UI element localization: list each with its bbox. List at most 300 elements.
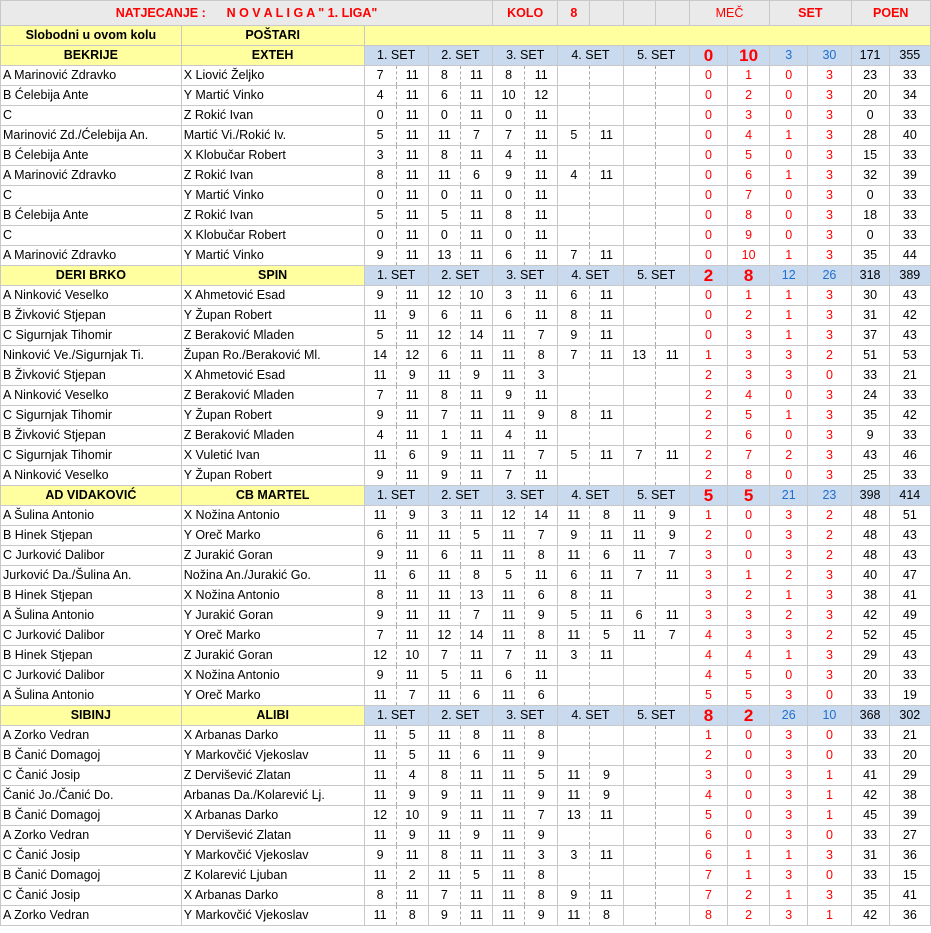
set-score-home: 11 <box>364 446 396 466</box>
set-score-home: 7 <box>493 646 525 666</box>
poen-home: 42 <box>851 606 889 626</box>
game-row <box>1 546 931 566</box>
set-score-home: 6 <box>493 306 525 326</box>
set-away: 2 <box>808 346 851 366</box>
poen-home: 52 <box>851 626 889 646</box>
away-player: Y Župan Robert <box>181 466 364 486</box>
set-score-home: 9 <box>364 406 396 426</box>
set-score-home: 11 <box>428 586 460 606</box>
set-score-home: 4 <box>364 86 396 106</box>
set-score-away: 11 <box>460 546 492 566</box>
set-score-away: 12 <box>396 346 428 366</box>
set-score-away: 11 <box>525 186 558 206</box>
set-home: 0 <box>770 66 808 86</box>
set-score-home <box>623 206 655 226</box>
set-column-label: 4. SET <box>558 486 623 506</box>
set-score-away: 11 <box>460 466 492 486</box>
away-player: Župan Ro./Beraković Ml. <box>181 346 364 366</box>
mec-home-total: 5 <box>689 486 727 506</box>
mec-away: 6 <box>728 426 770 446</box>
home-player: C Čanić Josip <box>1 886 182 906</box>
set-score-home <box>623 386 655 406</box>
set-score-away: 11 <box>590 346 623 366</box>
poen-away: 27 <box>889 826 930 846</box>
set-away-total: 26 <box>808 266 851 286</box>
set-score-away: 11 <box>590 246 623 266</box>
set-score-home <box>623 826 655 846</box>
mec-home: 0 <box>689 186 727 206</box>
set-score-home: 6 <box>493 246 525 266</box>
mec-away: 2 <box>728 906 770 926</box>
set-score-away <box>655 886 689 906</box>
set-score-away <box>655 806 689 826</box>
set-score-away: 3 <box>525 366 558 386</box>
poen-home: 37 <box>851 326 889 346</box>
set-score-home: 11 <box>493 806 525 826</box>
set-column-label: 2. SET <box>428 266 492 286</box>
set-score-away: 11 <box>590 566 623 586</box>
set-score-home: 12 <box>428 326 460 346</box>
home-player: A Zorko Vedran <box>1 906 182 926</box>
game-row <box>1 226 931 246</box>
set-score-away: 6 <box>460 686 492 706</box>
set-score-home: 11 <box>493 826 525 846</box>
set-score-home: 12 <box>364 806 396 826</box>
poen-home: 25 <box>851 466 889 486</box>
home-player: B Hinek Stjepan <box>1 526 182 546</box>
home-player: A Šulina Antonio <box>1 686 182 706</box>
set-score-home: 7 <box>623 566 655 586</box>
poen-away: 34 <box>889 86 930 106</box>
poen-away: 33 <box>889 66 930 86</box>
poen-away: 33 <box>889 426 930 446</box>
set-column-label: 3. SET <box>493 706 558 726</box>
set-score-away <box>590 146 623 166</box>
set-score-home <box>623 126 655 146</box>
set-score-away <box>655 66 689 86</box>
poen-away-total: 389 <box>889 266 930 286</box>
set-score-away: 8 <box>590 506 623 526</box>
set-score-away: 6 <box>396 566 428 586</box>
set-home: 3 <box>770 906 808 926</box>
poen-home: 45 <box>851 806 889 826</box>
home-team: AD VIDAKOVIĆ <box>1 486 182 506</box>
set-home: 3 <box>770 506 808 526</box>
poen-home: 0 <box>851 226 889 246</box>
set-score-away: 11 <box>590 406 623 426</box>
game-row <box>1 406 931 426</box>
set-score-away <box>590 426 623 446</box>
set-home: 1 <box>770 126 808 146</box>
poen-home: 51 <box>851 346 889 366</box>
mec-home: 4 <box>689 786 727 806</box>
set-score-home: 0 <box>364 226 396 246</box>
set-score-home <box>623 906 655 926</box>
set-score-home: 3 <box>364 146 396 166</box>
poen-away: 36 <box>889 846 930 866</box>
set-score-away <box>655 286 689 306</box>
set-away: 3 <box>808 166 851 186</box>
set-score-away: 7 <box>525 526 558 546</box>
set-away: 3 <box>808 86 851 106</box>
away-player: Z Beraković Mladen <box>181 326 364 346</box>
poen-home-total: 318 <box>851 266 889 286</box>
poen-home: 0 <box>851 106 889 126</box>
mec-away: 7 <box>728 446 770 466</box>
home-player: Marinović Zd./Ćelebija An. <box>1 126 182 146</box>
poen-home: 40 <box>851 566 889 586</box>
away-player: Y Martić Vinko <box>181 246 364 266</box>
set-score-home <box>623 646 655 666</box>
mec-away: 0 <box>728 766 770 786</box>
set-score-home <box>623 226 655 246</box>
set-score-away <box>590 106 623 126</box>
game-row <box>1 886 931 906</box>
set-score-away: 9 <box>460 826 492 846</box>
mec-away: 5 <box>728 146 770 166</box>
set-away: 0 <box>808 826 851 846</box>
set-score-away: 6 <box>460 746 492 766</box>
set-away: 3 <box>808 466 851 486</box>
set-score-away: 11 <box>396 286 428 306</box>
set-score-home: 5 <box>364 126 396 146</box>
set-score-away: 11 <box>396 86 428 106</box>
set-column-label: 5. SET <box>623 266 689 286</box>
set-column-label: 1. SET <box>364 266 428 286</box>
set-score-away: 11 <box>460 846 492 866</box>
set-score-home: 9 <box>428 806 460 826</box>
away-player: X Klobučar Robert <box>181 146 364 166</box>
mec-home: 8 <box>689 906 727 926</box>
game-row <box>1 246 931 266</box>
set-score-away <box>655 866 689 886</box>
away-player: Z Rokić Ivan <box>181 206 364 226</box>
set-score-away: 11 <box>590 326 623 346</box>
set-score-away: 11 <box>655 606 689 626</box>
set-away-total: 30 <box>808 46 851 66</box>
set-home: 0 <box>770 666 808 686</box>
game-row <box>1 106 931 126</box>
poen-away: 44 <box>889 246 930 266</box>
set-score-home: 12 <box>428 626 460 646</box>
away-player: X Liović Željko <box>181 66 364 86</box>
set-score-away: 11 <box>525 466 558 486</box>
set-score-away: 4 <box>396 766 428 786</box>
home-player: C Jurković Dalibor <box>1 546 182 566</box>
set-home: 1 <box>770 166 808 186</box>
away-player: X Ahmetović Esad <box>181 366 364 386</box>
set-score-home: 11 <box>428 366 460 386</box>
mec-away: 0 <box>728 786 770 806</box>
away-player: X Nožina Antonio <box>181 586 364 606</box>
set-column-label: 1. SET <box>364 486 428 506</box>
set-home: 2 <box>770 606 808 626</box>
set-column-label: 5. SET <box>623 46 689 66</box>
set-home: 3 <box>770 726 808 746</box>
game-row <box>1 206 931 226</box>
game-row <box>1 726 931 746</box>
set-score-away: 2 <box>396 866 428 886</box>
set-score-away: 11 <box>396 546 428 566</box>
poen-home: 33 <box>851 746 889 766</box>
match-header-row <box>1 46 931 66</box>
game-row <box>1 746 931 766</box>
set-home: 3 <box>770 806 808 826</box>
set-score-home <box>623 306 655 326</box>
set-score-home: 12 <box>428 286 460 306</box>
home-player: Čanić Jo./Čanić Do. <box>1 786 182 806</box>
set-score-away: 11 <box>525 246 558 266</box>
set-score-away: 9 <box>525 606 558 626</box>
set-score-home: 3 <box>558 646 590 666</box>
set-score-away <box>655 386 689 406</box>
set-score-home: 11 <box>493 906 525 926</box>
set-home: 3 <box>770 786 808 806</box>
away-player: Y Oreč Marko <box>181 626 364 646</box>
set-column-label: 2. SET <box>428 486 492 506</box>
set-column-label: 4. SET <box>558 706 623 726</box>
set-score-home: 0 <box>493 106 525 126</box>
poen-home: 35 <box>851 246 889 266</box>
poen-home: 28 <box>851 126 889 146</box>
set-score-home: 0 <box>493 186 525 206</box>
set-score-away: 6 <box>590 546 623 566</box>
poen-away: 43 <box>889 546 930 566</box>
home-player: B Čanić Domagoj <box>1 806 182 826</box>
set-score-home: 6 <box>364 526 396 546</box>
away-player: Y Oreč Marko <box>181 526 364 546</box>
game-row <box>1 566 931 586</box>
set-score-away: 11 <box>590 586 623 606</box>
poen-home: 43 <box>851 446 889 466</box>
set-score-away <box>655 826 689 846</box>
set-score-home: 8 <box>558 406 590 426</box>
set-score-away: 11 <box>590 306 623 326</box>
set-score-away: 11 <box>460 306 492 326</box>
set-score-home: 1 <box>428 426 460 446</box>
game-row <box>1 826 931 846</box>
set-score-away: 8 <box>525 546 558 566</box>
set-score-away: 9 <box>525 746 558 766</box>
poen-away: 43 <box>889 326 930 346</box>
set-score-home <box>623 866 655 886</box>
set-home: 0 <box>770 386 808 406</box>
set-away: 3 <box>808 606 851 626</box>
set-column-label: 2. SET <box>428 706 492 726</box>
set-score-home <box>558 226 590 246</box>
poen-home: 9 <box>851 426 889 446</box>
set-score-home: 11 <box>428 746 460 766</box>
poen-away: 43 <box>889 646 930 666</box>
home-player: A Marinović Zdravko <box>1 166 182 186</box>
mec-away: 4 <box>728 126 770 146</box>
mec-away: 1 <box>728 286 770 306</box>
mec-away: 1 <box>728 846 770 866</box>
poen-home: 30 <box>851 286 889 306</box>
home-player: B Živković Stjepan <box>1 306 182 326</box>
mec-home-total: 8 <box>689 706 727 726</box>
set-score-away: 11 <box>460 66 492 86</box>
mec-away: 7 <box>728 186 770 206</box>
set-score-away: 11 <box>460 246 492 266</box>
poen-away: 36 <box>889 906 930 926</box>
set-score-home: 11 <box>493 326 525 346</box>
set-score-home: 5 <box>558 126 590 146</box>
set-score-away: 11 <box>460 506 492 526</box>
game-row <box>1 686 931 706</box>
home-player: A Ninković Veselko <box>1 386 182 406</box>
set-away: 2 <box>808 546 851 566</box>
poen-home: 33 <box>851 866 889 886</box>
poen-home: 32 <box>851 166 889 186</box>
set-score-away <box>655 206 689 226</box>
set-score-away: 9 <box>525 826 558 846</box>
set-score-away <box>655 726 689 746</box>
poen-home-total: 171 <box>851 46 889 66</box>
round-value: 8 <box>558 1 590 26</box>
mec-away: 9 <box>728 226 770 246</box>
set-score-away: 9 <box>525 406 558 426</box>
set-score-away: 11 <box>525 166 558 186</box>
mec-away-total: 10 <box>728 46 770 66</box>
set-score-away: 9 <box>590 786 623 806</box>
round-label: KOLO <box>493 1 558 26</box>
set-score-away: 5 <box>396 746 428 766</box>
set-home-total: 26 <box>770 706 808 726</box>
set-score-away <box>590 226 623 246</box>
mec-away: 3 <box>728 606 770 626</box>
set-score-home: 11 <box>493 526 525 546</box>
mec-away: 0 <box>728 546 770 566</box>
set-column-label: 3. SET <box>493 46 558 66</box>
home-team: DERI BRKO <box>1 266 182 286</box>
set-score-away: 11 <box>655 566 689 586</box>
game-row <box>1 166 931 186</box>
game-row <box>1 346 931 366</box>
home-player: A Ninković Veselko <box>1 466 182 486</box>
set-score-home: 9 <box>428 786 460 806</box>
set-score-home: 11 <box>623 526 655 546</box>
set-score-away: 11 <box>396 846 428 866</box>
set-score-away <box>655 906 689 926</box>
game-row <box>1 386 931 406</box>
set-score-home: 11 <box>364 866 396 886</box>
set-score-away: 6 <box>525 686 558 706</box>
set-home: 1 <box>770 306 808 326</box>
away-player: X Arbanas Darko <box>181 806 364 826</box>
set-score-home <box>623 366 655 386</box>
set-score-home: 9 <box>493 386 525 406</box>
set-score-away <box>590 666 623 686</box>
set-away: 3 <box>808 306 851 326</box>
set-score-away <box>655 126 689 146</box>
mec-home: 0 <box>689 226 727 246</box>
set-score-home <box>558 866 590 886</box>
mec-home: 5 <box>689 806 727 826</box>
set-score-home: 9 <box>493 166 525 186</box>
set-score-home: 6 <box>493 666 525 686</box>
set-score-away <box>655 466 689 486</box>
set-score-away: 9 <box>396 506 428 526</box>
game-row <box>1 186 931 206</box>
set-score-away: 11 <box>590 166 623 186</box>
set-score-away: 8 <box>590 906 623 926</box>
game-row <box>1 506 931 526</box>
mec-away: 3 <box>728 106 770 126</box>
set-home: 1 <box>770 886 808 906</box>
mec-away: 0 <box>728 526 770 546</box>
mec-home: 6 <box>689 846 727 866</box>
set-score-away <box>590 726 623 746</box>
mec-home: 1 <box>689 346 727 366</box>
set-score-away: 11 <box>396 466 428 486</box>
mec-home: 2 <box>689 446 727 466</box>
set-score-home: 8 <box>558 306 590 326</box>
home-player: B Ćelebija Ante <box>1 146 182 166</box>
poen-home-total: 398 <box>851 486 889 506</box>
set-score-away: 5 <box>460 866 492 886</box>
set-score-home: 5 <box>493 566 525 586</box>
set-score-away: 11 <box>396 246 428 266</box>
mec-home: 0 <box>689 106 727 126</box>
mec-away: 0 <box>728 506 770 526</box>
set-score-home: 11 <box>428 566 460 586</box>
set-home: 3 <box>770 866 808 886</box>
set-score-home: 11 <box>428 686 460 706</box>
set-score-away: 7 <box>460 606 492 626</box>
mec-away: 0 <box>728 726 770 746</box>
set-away: 2 <box>808 526 851 546</box>
set-score-away: 6 <box>396 446 428 466</box>
home-player: A Ninković Veselko <box>1 286 182 306</box>
home-player: B Živković Stjepan <box>1 366 182 386</box>
set-home: 1 <box>770 246 808 266</box>
set-score-away: 11 <box>460 426 492 446</box>
set-score-home: 6 <box>428 306 460 326</box>
poen-home: 15 <box>851 146 889 166</box>
set-score-away: 3 <box>525 846 558 866</box>
home-team: BEKRIJE <box>1 46 182 66</box>
set-score-away: 11 <box>460 186 492 206</box>
set-score-home: 11 <box>623 506 655 526</box>
set-score-away: 14 <box>525 506 558 526</box>
set-score-home <box>623 586 655 606</box>
poen-home: 20 <box>851 666 889 686</box>
mec-home: 3 <box>689 766 727 786</box>
poen-home: 33 <box>851 686 889 706</box>
poen-away: 43 <box>889 286 930 306</box>
set-score-home: 11 <box>558 506 590 526</box>
set-score-home: 11 <box>364 826 396 846</box>
poen-home: 35 <box>851 886 889 906</box>
set-score-home <box>623 106 655 126</box>
game-row <box>1 466 931 486</box>
away-player: Martić Vi./Rokić Iv. <box>181 126 364 146</box>
set-score-away: 11 <box>525 286 558 306</box>
poen-home: 48 <box>851 546 889 566</box>
mec-home: 2 <box>689 366 727 386</box>
set-score-home: 11 <box>364 746 396 766</box>
set-score-home: 11 <box>428 166 460 186</box>
set-score-away: 11 <box>590 286 623 306</box>
set-score-home: 5 <box>428 666 460 686</box>
poen-home: 35 <box>851 406 889 426</box>
set-score-home <box>623 246 655 266</box>
set-score-away: 10 <box>396 646 428 666</box>
set-score-away: 11 <box>396 526 428 546</box>
set-home: 0 <box>770 146 808 166</box>
set-score-home: 11 <box>364 506 396 526</box>
